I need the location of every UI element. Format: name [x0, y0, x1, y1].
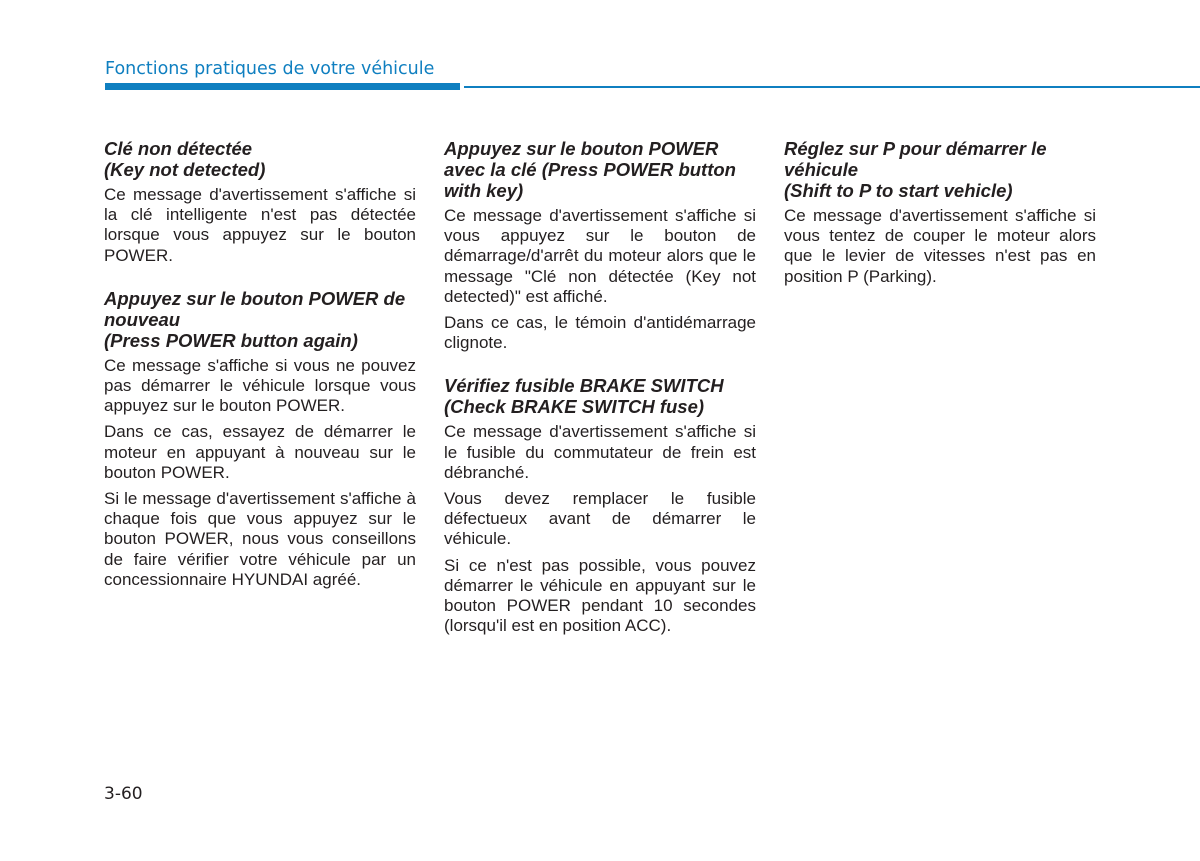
- section-heading: [444, 138, 756, 201]
- section-check-brake-switch-fuse: [444, 375, 756, 636]
- paragraph: Ce message d'avertissement s'affiche si le fusible du commutateur de frein est débranché.: [444, 422, 756, 482]
- heading-line: (Check BRAKE SWITCH fuse): [444, 396, 705, 418]
- header-rule: [464, 86, 1200, 88]
- paragraph: Vous devez remplacer le fusible défectueux avant de démarrer le véhicule.: [444, 489, 756, 549]
- heading-line: (Shift to P to start vehicle): [784, 180, 1013, 201]
- section-press-power-with-key: [444, 138, 756, 353]
- paragraph: Si le message d'avertissement s'affiche à chaque fois que vous appuyez sur le bouton POWER, nous vous conseillons de faire vérifier votre véhicule par un concessionnaire HYUNDAI agréé.: [104, 489, 416, 589]
- column-1: [104, 138, 416, 612]
- column-3: [784, 138, 1096, 309]
- paragraph: Ce message d'avertissement s'affiche si vous tentez de couper le moteur alors que le levier de vitesses n'est pas en position P (Parking).: [784, 206, 1096, 286]
- header-accent-bar: [105, 83, 460, 90]
- column-2: [444, 138, 756, 658]
- heading-line: (Press POWER button again): [104, 329, 358, 351]
- heading-line: (Key not detected): [104, 159, 266, 180]
- section-heading: [444, 375, 756, 417]
- section-heading: [104, 288, 416, 351]
- section-heading: [784, 138, 1096, 201]
- heading-line: Appuyez sur le bouton POWER avec la clé (Press POWER button with key): [444, 138, 736, 201]
- paragraph: Dans ce cas, le témoin d'antidémarrage clignote.: [444, 313, 756, 353]
- paragraph: Si ce n'est pas possible, vous pouvez démarrer le véhicule en appuyant sur le bouton POWER pendant 10 secondes (lorsqu'il est en position ACC).: [444, 555, 756, 636]
- paragraph: Dans ce cas, essayez de démarrer le moteur en appuyant à nouveau sur le bouton POWER.: [104, 422, 416, 482]
- heading-line: Réglez sur P pour démarrer le véhicule: [784, 138, 1047, 180]
- section-press-power-again: [104, 288, 416, 590]
- paragraph: Ce message s'affiche si vous ne pouvez pas démarrer le véhicule lorsque vous appuyez sur le bouton POWER.: [104, 355, 416, 416]
- section-key-not-detected: [104, 138, 416, 266]
- heading-line: Clé non détectée: [104, 138, 253, 159]
- section-shift-to-p: [784, 138, 1096, 287]
- page-number: 3-60: [104, 784, 143, 804]
- section-heading: [104, 138, 416, 180]
- section-title: Fonctions pratiques de votre véhicule: [105, 59, 435, 79]
- paragraph: Ce message d'avertissement s'affiche si vous appuyez sur le bouton de démarrage/d'arrêt du moteur alors que le message "Clé non détectée (Key not detected)" est affiché.: [444, 206, 756, 306]
- paragraph: Ce message d'avertissement s'affiche si la clé intelligente n'est pas détectée lorsque vous appuyez sur le bouton POWER.: [104, 185, 416, 265]
- heading-line: Appuyez sur le bouton POWER de nouveau: [104, 287, 406, 330]
- heading-line: Vérifiez fusible BRAKE SWITCH: [444, 375, 724, 397]
